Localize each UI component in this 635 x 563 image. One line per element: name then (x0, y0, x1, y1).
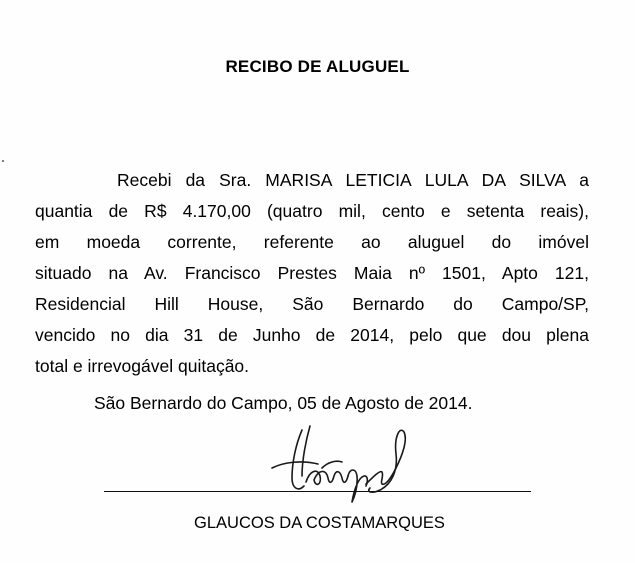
body-line-3: em moeda corrente, referente ao aluguel do imóvel (35, 232, 589, 252)
signature-line (104, 491, 531, 492)
body-line-6: vencido no dia 31 de Junho de 2014, pelo que dou plena (35, 325, 589, 345)
place-and-date: São Bernardo do Campo, 05 de Agosto de 2014. (94, 393, 473, 413)
body-line-4: situado na Av. Francisco Prestes Maia nº 1501, Apto 121, (35, 263, 589, 283)
scan-speck (2, 160, 4, 162)
body-line-1: Recebi da Sra. MARISA LETICIA LULA DA SILVA a (117, 170, 589, 190)
receipt-body (35, 165, 589, 382)
document-title: RECIBO DE ALUGUEL (225, 57, 410, 76)
body-line-2: quantia de R$ 4.170,00 (quatro mil, cento e setenta reais), (35, 201, 589, 221)
body-line-5: Residencial Hill House, São Bernardo do Campo/SP, (35, 294, 589, 314)
body-line-7: total e irrevogável quitação. (35, 356, 250, 376)
signer-name: GLAUCOS DA COSTAMARQUES (194, 514, 445, 532)
